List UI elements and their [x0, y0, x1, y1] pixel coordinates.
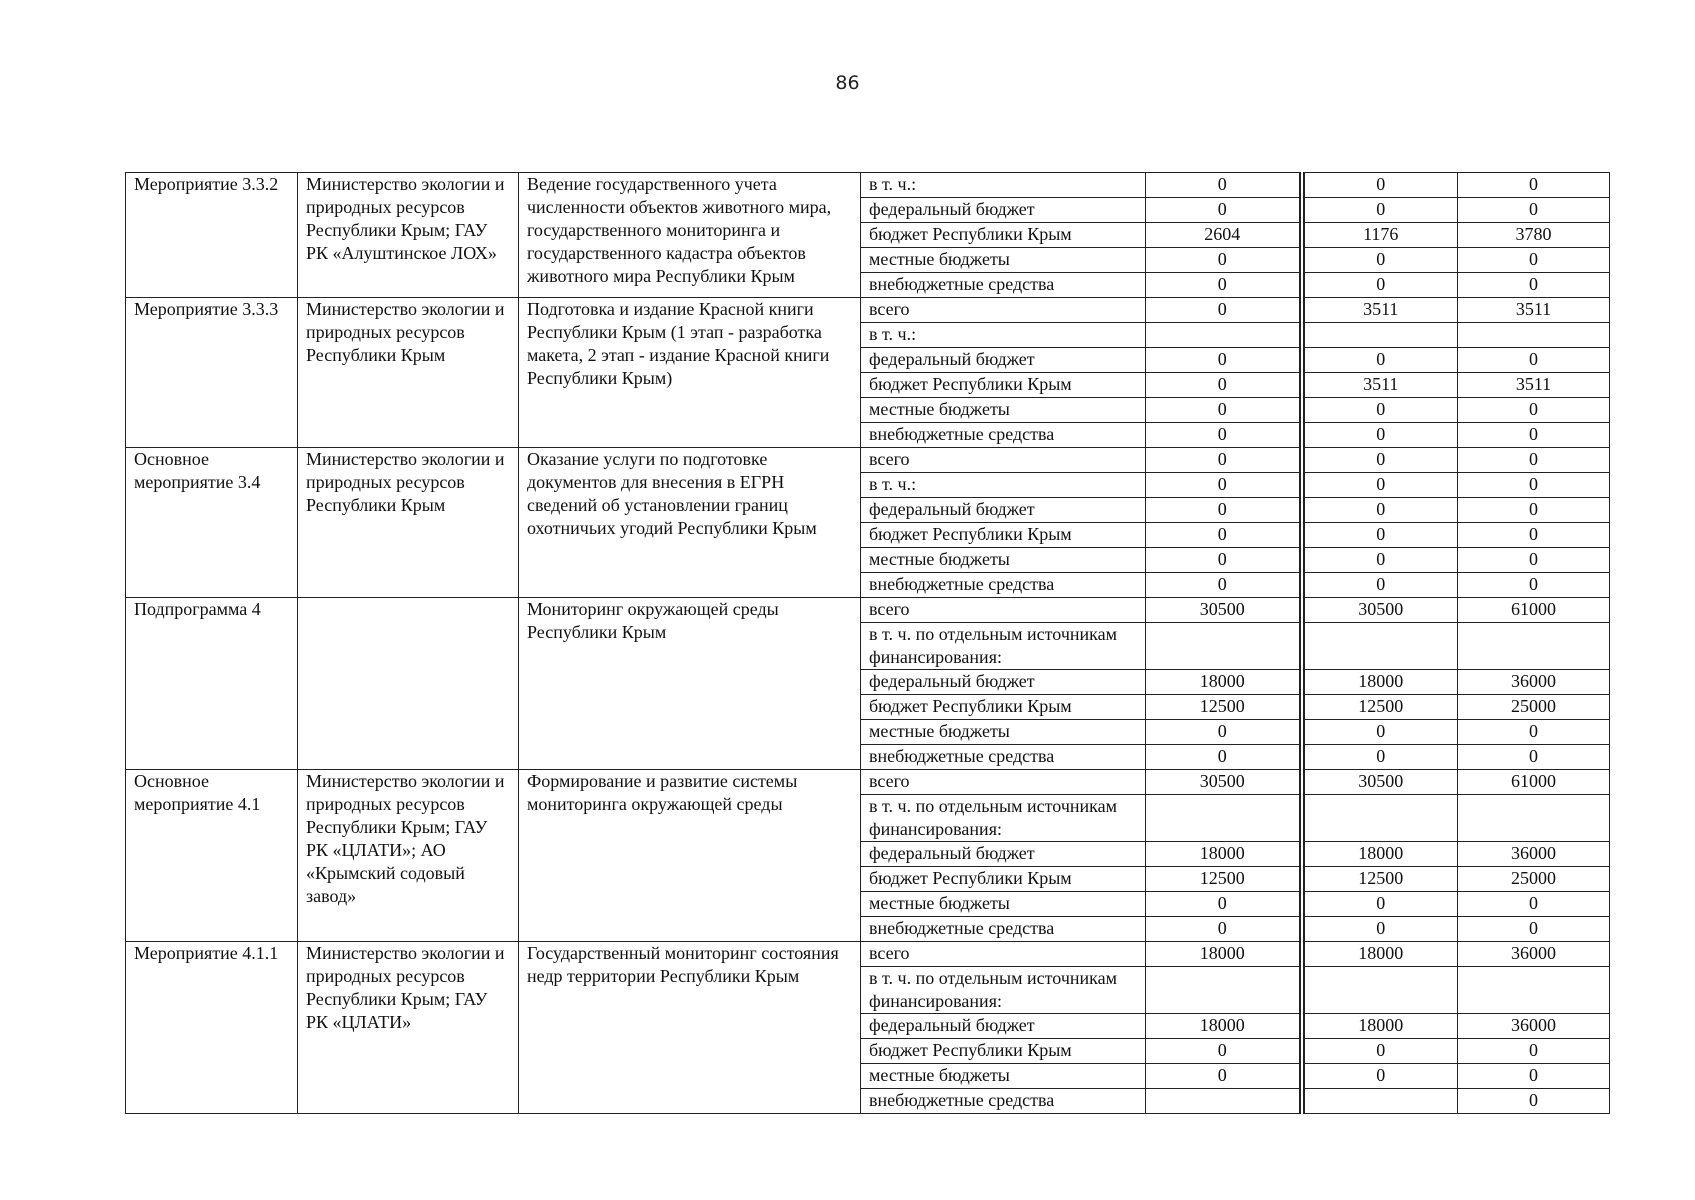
amount-col2: 0 — [1302, 1064, 1458, 1089]
funding-source-label: местные бюджеты — [861, 248, 1146, 273]
funding-source-label: внебюджетные средства — [861, 423, 1146, 448]
program-item-name: Подпрограмма 4 — [126, 598, 298, 770]
funding-source-label: бюджет Республики Крым — [861, 523, 1146, 548]
amount-col3: 0 — [1458, 473, 1610, 498]
funding-source-label: всего — [861, 448, 1146, 473]
amount-col3: 0 — [1458, 173, 1610, 198]
amount-col3: 0 — [1458, 198, 1610, 223]
amount-col3: 0 — [1458, 448, 1610, 473]
amount-col1: 18000 — [1146, 1014, 1302, 1039]
amount-col2: 18000 — [1302, 842, 1458, 867]
amount-col2: 3511 — [1302, 298, 1458, 323]
amount-col3: 0 — [1458, 523, 1610, 548]
amount-col2 — [1302, 623, 1458, 670]
amount-col1: 0 — [1146, 298, 1302, 323]
description-cell: Подготовка и издание Красной книги Республики Крым (1 этап - разработка макета, 2 этап - издание Красной книги Республики Крым) — [519, 298, 861, 448]
description-cell: Ведение государственного учета численности объектов животного мира, государственного мониторинга и государственного кадастра объектов животного мира Республики Крым — [519, 173, 861, 298]
amount-col2: 0 — [1302, 398, 1458, 423]
funding-source-label: федеральный бюджет — [861, 842, 1146, 867]
funding-source-label: всего — [861, 598, 1146, 623]
amount-col3: 0 — [1458, 423, 1610, 448]
amount-col1: 0 — [1146, 398, 1302, 423]
amount-col3: 0 — [1458, 1064, 1610, 1089]
amount-col2: 0 — [1302, 523, 1458, 548]
amount-col1: 0 — [1146, 423, 1302, 448]
amount-col1: 0 — [1146, 473, 1302, 498]
amount-col2: 12500 — [1302, 695, 1458, 720]
amount-col1: 0 — [1146, 548, 1302, 573]
page-number: 86 — [835, 72, 860, 94]
amount-col2: 30500 — [1302, 770, 1458, 795]
funding-source-label: в т. ч. по отдельным источникам финансирования: — [861, 795, 1146, 842]
funding-source-label: федеральный бюджет — [861, 198, 1146, 223]
executor-cell: Министерство экологии и природных ресурсов Республики Крым — [298, 298, 519, 448]
amount-col3: 0 — [1458, 892, 1610, 917]
amount-col1: 30500 — [1146, 598, 1302, 623]
amount-col2: 0 — [1302, 248, 1458, 273]
amount-col2 — [1302, 1089, 1458, 1114]
amount-col2: 0 — [1302, 548, 1458, 573]
amount-col3 — [1458, 323, 1610, 348]
funding-source-label: местные бюджеты — [861, 1064, 1146, 1089]
amount-col1: 0 — [1146, 892, 1302, 917]
funding-source-label: федеральный бюджет — [861, 670, 1146, 695]
funding-source-label: местные бюджеты — [861, 892, 1146, 917]
funding-source-label: внебюджетные средства — [861, 745, 1146, 770]
program-item-name: Основное мероприятие 4.1 — [126, 770, 298, 942]
funding-source-label: внебюджетные средства — [861, 573, 1146, 598]
amount-col3: 0 — [1458, 573, 1610, 598]
amount-col3: 0 — [1458, 548, 1610, 573]
program-item-name: Мероприятие 3.3.3 — [126, 298, 298, 448]
amount-col1: 0 — [1146, 720, 1302, 745]
funding-source-label: местные бюджеты — [861, 720, 1146, 745]
amount-col1: 0 — [1146, 173, 1302, 198]
funding-source-label: внебюджетные средства — [861, 917, 1146, 942]
funding-source-label: внебюджетные средства — [861, 1089, 1146, 1114]
amount-col2: 0 — [1302, 573, 1458, 598]
amount-col2: 12500 — [1302, 867, 1458, 892]
amount-col1: 0 — [1146, 198, 1302, 223]
budget-table — [125, 172, 1610, 1114]
table-row — [126, 942, 1610, 967]
table-row — [126, 298, 1610, 323]
executor-cell: Министерство экологии и природных ресурсов Республики Крым; ГАУ РК «ЦЛАТИ» — [298, 942, 519, 1114]
amount-col2: 1176 — [1302, 223, 1458, 248]
funding-source-label: бюджет Республики Крым — [861, 223, 1146, 248]
amount-col3: 0 — [1458, 1089, 1610, 1114]
funding-source-label: федеральный бюджет — [861, 1014, 1146, 1039]
funding-source-label: местные бюджеты — [861, 398, 1146, 423]
funding-source-label: в т. ч.: — [861, 173, 1146, 198]
amount-col3: 25000 — [1458, 867, 1610, 892]
amount-col1: 0 — [1146, 745, 1302, 770]
executor-cell: Министерство экологии и природных ресурсов Республики Крым; ГАУ РК «ЦЛАТИ»; АО «Крымский содовый завод» — [298, 770, 519, 942]
funding-source-label: бюджет Республики Крым — [861, 1039, 1146, 1064]
program-item-name: Мероприятие 3.3.2 — [126, 173, 298, 298]
amount-col2: 0 — [1302, 473, 1458, 498]
amount-col3: 0 — [1458, 917, 1610, 942]
amount-col1: 18000 — [1146, 942, 1302, 967]
amount-col3: 61000 — [1458, 598, 1610, 623]
executor-cell: Министерство экологии и природных ресурсов Республики Крым; ГАУ РК «Алуштинское ЛОХ» — [298, 173, 519, 298]
amount-col1 — [1146, 967, 1302, 1014]
funding-source-label: бюджет Республики Крым — [861, 867, 1146, 892]
amount-col3: 61000 — [1458, 770, 1610, 795]
amount-col2: 0 — [1302, 448, 1458, 473]
description-cell: Оказание услуги по подготовке документов для внесения в ЕГРН сведений об установлении границ охотничьих угодий Республики Крым — [519, 448, 861, 598]
funding-source-label: внебюджетные средства — [861, 273, 1146, 298]
amount-col3: 3780 — [1458, 223, 1610, 248]
executor-cell: Министерство экологии и природных ресурсов Республики Крым — [298, 448, 519, 598]
amount-col2: 0 — [1302, 273, 1458, 298]
amount-col1: 0 — [1146, 448, 1302, 473]
amount-col2: 18000 — [1302, 942, 1458, 967]
funding-source-label: всего — [861, 298, 1146, 323]
amount-col3: 25000 — [1458, 695, 1610, 720]
amount-col2: 0 — [1302, 498, 1458, 523]
amount-col2: 18000 — [1302, 1014, 1458, 1039]
amount-col3: 0 — [1458, 498, 1610, 523]
funding-source-label: всего — [861, 770, 1146, 795]
description-cell: Государственный мониторинг состояния недр территории Республики Крым — [519, 942, 861, 1114]
description-cell: Формирование и развитие системы мониторинга окружающей среды — [519, 770, 861, 942]
amount-col1 — [1146, 623, 1302, 670]
table-row — [126, 173, 1610, 198]
amount-col2: 0 — [1302, 892, 1458, 917]
amount-col1: 0 — [1146, 248, 1302, 273]
amount-col3: 3511 — [1458, 373, 1610, 398]
amount-col1: 18000 — [1146, 670, 1302, 695]
amount-col1: 0 — [1146, 1039, 1302, 1064]
amount-col2: 0 — [1302, 423, 1458, 448]
funding-source-label: федеральный бюджет — [861, 348, 1146, 373]
amount-col1: 0 — [1146, 917, 1302, 942]
amount-col3: 36000 — [1458, 942, 1610, 967]
amount-col2: 3511 — [1302, 373, 1458, 398]
amount-col3: 0 — [1458, 720, 1610, 745]
amount-col2: 0 — [1302, 1039, 1458, 1064]
amount-col2: 0 — [1302, 917, 1458, 942]
funding-source-label: в т. ч. по отдельным источникам финансирования: — [861, 967, 1146, 1014]
amount-col3 — [1458, 967, 1610, 1014]
amount-col3: 36000 — [1458, 670, 1610, 695]
table-row — [126, 598, 1610, 623]
amount-col2: 0 — [1302, 348, 1458, 373]
amount-col3: 3511 — [1458, 298, 1610, 323]
amount-col1: 0 — [1146, 523, 1302, 548]
amount-col1: 0 — [1146, 273, 1302, 298]
amount-col3: 36000 — [1458, 1014, 1610, 1039]
amount-col1: 0 — [1146, 1064, 1302, 1089]
amount-col3 — [1458, 795, 1610, 842]
amount-col2 — [1302, 795, 1458, 842]
amount-col1: 12500 — [1146, 867, 1302, 892]
amount-col2: 0 — [1302, 198, 1458, 223]
amount-col2: 0 — [1302, 720, 1458, 745]
table-row — [126, 448, 1610, 473]
amount-col2 — [1302, 323, 1458, 348]
amount-col1: 0 — [1146, 348, 1302, 373]
amount-col1: 2604 — [1146, 223, 1302, 248]
description-cell: Мониторинг окружающей среды Республики Крым — [519, 598, 861, 770]
amount-col2: 18000 — [1302, 670, 1458, 695]
funding-source-label: бюджет Республики Крым — [861, 373, 1146, 398]
funding-source-label: местные бюджеты — [861, 548, 1146, 573]
amount-col1: 0 — [1146, 498, 1302, 523]
amount-col2: 0 — [1302, 173, 1458, 198]
executor-cell — [298, 598, 519, 770]
funding-source-label: всего — [861, 942, 1146, 967]
amount-col3: 36000 — [1458, 842, 1610, 867]
funding-source-label: в т. ч.: — [861, 473, 1146, 498]
amount-col1: 12500 — [1146, 695, 1302, 720]
amount-col3: 0 — [1458, 273, 1610, 298]
amount-col2 — [1302, 967, 1458, 1014]
table-row — [126, 770, 1610, 795]
program-item-name: Мероприятие 4.1.1 — [126, 942, 298, 1114]
amount-col3: 0 — [1458, 1039, 1610, 1064]
funding-source-label: федеральный бюджет — [861, 498, 1146, 523]
amount-col1 — [1146, 323, 1302, 348]
amount-col2: 30500 — [1302, 598, 1458, 623]
amount-col3: 0 — [1458, 248, 1610, 273]
amount-col1: 18000 — [1146, 842, 1302, 867]
amount-col1 — [1146, 795, 1302, 842]
amount-col1 — [1146, 1089, 1302, 1114]
amount-col1: 30500 — [1146, 770, 1302, 795]
amount-col3: 0 — [1458, 348, 1610, 373]
program-item-name: Основное мероприятие 3.4 — [126, 448, 298, 598]
funding-source-label: в т. ч.: — [861, 323, 1146, 348]
amount-col3: 0 — [1458, 745, 1610, 770]
amount-col1: 0 — [1146, 373, 1302, 398]
amount-col2: 0 — [1302, 745, 1458, 770]
amount-col1: 0 — [1146, 573, 1302, 598]
funding-source-label: в т. ч. по отдельным источникам финансирования: — [861, 623, 1146, 670]
funding-source-label: бюджет Республики Крым — [861, 695, 1146, 720]
amount-col3 — [1458, 623, 1610, 670]
amount-col3: 0 — [1458, 398, 1610, 423]
